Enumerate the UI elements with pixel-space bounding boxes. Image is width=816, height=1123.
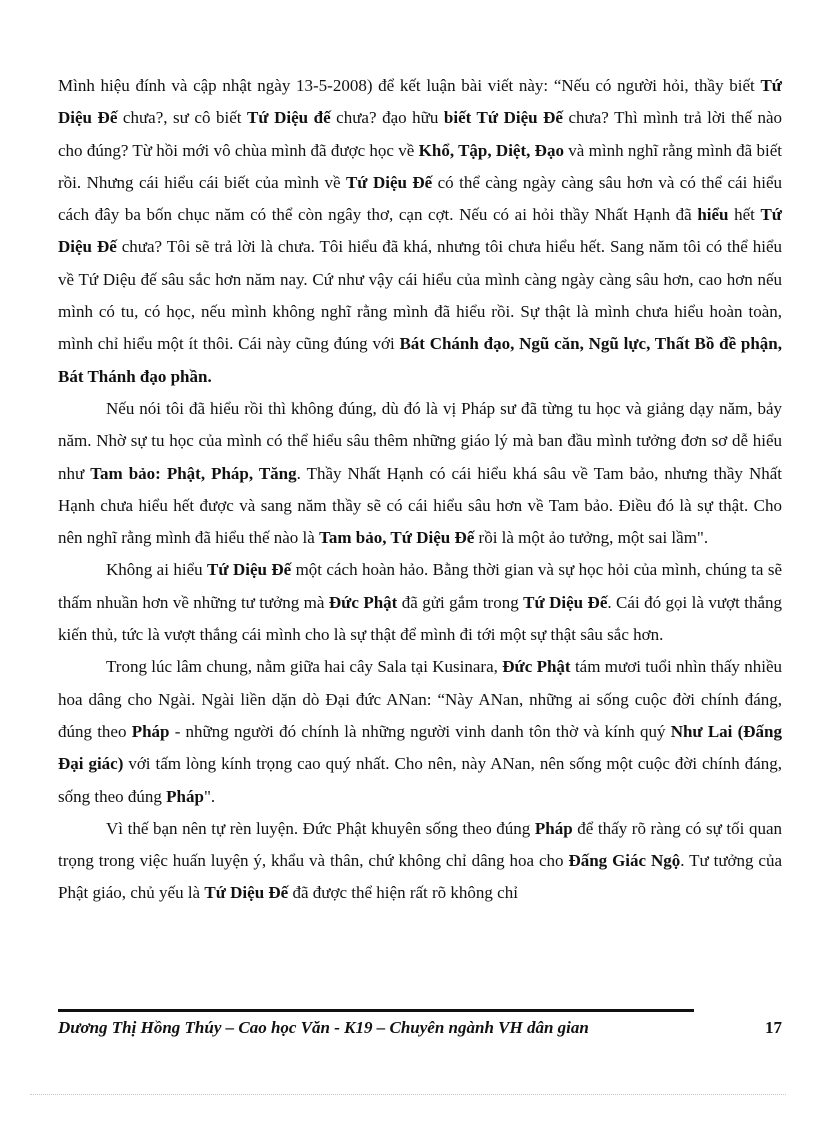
bold-text: Tứ Diệu Đế bbox=[58, 205, 782, 257]
bold-text: Tứ Diệu Đế bbox=[58, 76, 782, 128]
text-run: ". bbox=[203, 786, 216, 806]
text-run: đã gửi gắm trong bbox=[397, 592, 524, 612]
text-run: với tấm lòng kính trọng cao quý nhất. Cho nên, này ANan, nên sống một cuộc đời chính đáng, sống theo đúng bbox=[58, 754, 782, 806]
bold-text: Tam bảo, Tứ Diệu Đế bbox=[319, 528, 475, 548]
bold-text: Pháp bbox=[166, 786, 204, 806]
bold-text: Bát Chánh đạo, Ngũ căn, Ngũ lực, Thất Bồ đề phận, Bát Thánh đạo phần. bbox=[58, 334, 782, 386]
bold-text: Như Lai (Đấng Đại giác) bbox=[58, 721, 782, 774]
bold-text: Pháp bbox=[131, 721, 170, 741]
bold-text: hiểu bbox=[697, 205, 729, 225]
text-run: Trong lúc lâm chung, nằm giữa hai cây Sala tại Kusinara, bbox=[106, 657, 503, 677]
footer-rule bbox=[58, 1009, 694, 1012]
text-run: rồi là một ảo tưởng, một sai lầm". bbox=[474, 528, 709, 548]
bold-text: Đức Phật bbox=[502, 657, 571, 677]
bold-text: biết Tứ Diệu Đế bbox=[443, 108, 563, 128]
bold-text: Khổ, Tập, Diệt, Đạo bbox=[418, 140, 564, 160]
text-run: - những người đó chính là những người vinh danh tôn thờ và kính quý bbox=[169, 721, 671, 741]
text-run: chưa? Tôi sẽ trả lời là chưa. Tôi hiểu đã khá, nhưng tôi chưa hiểu hết. Sang năm tôi có thể hiểu về Tứ Diệu đế sâu sắc hơn năm nay. Cứ như vậy cái hiểu của mình càng ngày càng sâu hơn, cao hơn nếu mình có tu, có học, nếu mình không nghĩ rằng mình đã hiểu rồi. Sự thật là mình chưa hiểu hoàn toàn, mình chỉ hiểu một ít thôi. Cái này cũng đúng với bbox=[58, 237, 783, 354]
text-run: để thấy rõ ràng có sự tối quan trọng trong việc huấn luyện ý, khẩu và thân, chứ không chỉ dâng hoa cho bbox=[58, 818, 782, 871]
bold-text: Tam bảo: Phật, Pháp, Tăng bbox=[90, 463, 297, 483]
text-run: . Thầy Nhất Hạnh có cái hiểu khá sâu về Tam bảo, nhưng thầy Nhất Hạnh chưa hiểu hết được và sang năm thầy sẽ có cái hiểu sâu hơn về Tam bảo. Điều đó là sự thật. Cho nên nghĩ rằng mình đã hiểu thế nào là bbox=[58, 463, 782, 548]
body-text bbox=[58, 70, 782, 910]
paragraph bbox=[58, 813, 782, 910]
text-run: và mình nghĩ rằng mình đã biết rồi. Nhưng cái hiểu cái biết của mình về bbox=[58, 140, 783, 192]
paragraph bbox=[58, 651, 782, 812]
paragraph bbox=[58, 70, 782, 393]
text-run: Nếu nói tôi đã hiểu rồi thì không đúng, dù đó là vị Pháp sư đã từng tu học và giảng dạy năm, bảy năm. Nhờ sự tu học của mình có thể hiểu sâu thêm những giáo lý mà ban đầu mình tưởng đơn sơ dễ hiểu như bbox=[58, 398, 782, 483]
text-run: chưa?, sư cô biết bbox=[117, 108, 248, 128]
bold-text: Pháp bbox=[534, 818, 573, 838]
text-run: chưa? đạo hữu bbox=[330, 108, 444, 128]
text-run: có thể càng ngày càng sâu hơn và có thể cái hiểu cách đây ba bốn chục năm có thể còn ngây thơ, cạn cợt. Nếu có ai hỏi thầy Nhất Hạnh đã bbox=[58, 172, 782, 225]
page-number: 17 bbox=[765, 1018, 782, 1037]
text-run: Mình hiệu đính và cập nhật ngày 13-5-2008) để kết luận bài viết này: “Nếu có người hỏi, thầy biết bbox=[58, 76, 761, 95]
text-run: một cách hoàn hảo. Bằng thời gian và sự học hỏi của mình, chúng ta sẽ thấm nhuần hơn về những tư tưởng mà bbox=[58, 560, 782, 612]
page-edge-divider bbox=[30, 1094, 786, 1095]
paragraph bbox=[58, 554, 782, 651]
bold-text: Tứ Diệu đế bbox=[247, 108, 331, 128]
text-run: . Cái đó gọi là vượt thắng kiến thủ, tức là vượt thắng cái mình cho là sự thật để mình đi tới một sự thật sâu sắc hơn. bbox=[58, 592, 783, 645]
paragraph bbox=[58, 393, 782, 554]
bold-text: Tứ Diệu Đế bbox=[207, 560, 292, 580]
text-run: Không ai hiểu bbox=[106, 560, 208, 580]
bold-text: Tứ Diệu Đế bbox=[204, 883, 289, 903]
text-run: hết bbox=[728, 205, 761, 225]
bold-text: Tứ Diệu Đế bbox=[523, 592, 608, 612]
text-run: . Tư tưởng của Phật giáo, chủ yếu là bbox=[58, 851, 783, 903]
footer-author: Dương Thị Hồng Thúy – Cao học Văn - K19 – Chuyên ngành VH dân gian bbox=[58, 1018, 589, 1037]
text-run: Vì thế bạn nên tự rèn luyện. Đức Phật khuyên sống theo đúng bbox=[106, 818, 535, 838]
bold-text: Đức Phật bbox=[328, 592, 398, 612]
text-run: chưa? Thì mình trả lời thế nào cho đúng? Từ hồi mới vô chùa mình đã được học về bbox=[58, 108, 783, 160]
text-run: đã được thể hiện rất rõ không chỉ bbox=[288, 883, 518, 903]
bold-text: Tứ Diệu Đế bbox=[345, 172, 433, 192]
text-run: tám mươi tuổi nhìn thấy nhiều hoa dâng cho Ngài. Ngài liền dặn dò Đại đức ANan: “Này ANan, những ai sống cuộc đời chính đáng, đúng theo bbox=[58, 657, 782, 741]
bold-text: Đấng Giác Ngộ bbox=[568, 851, 681, 871]
